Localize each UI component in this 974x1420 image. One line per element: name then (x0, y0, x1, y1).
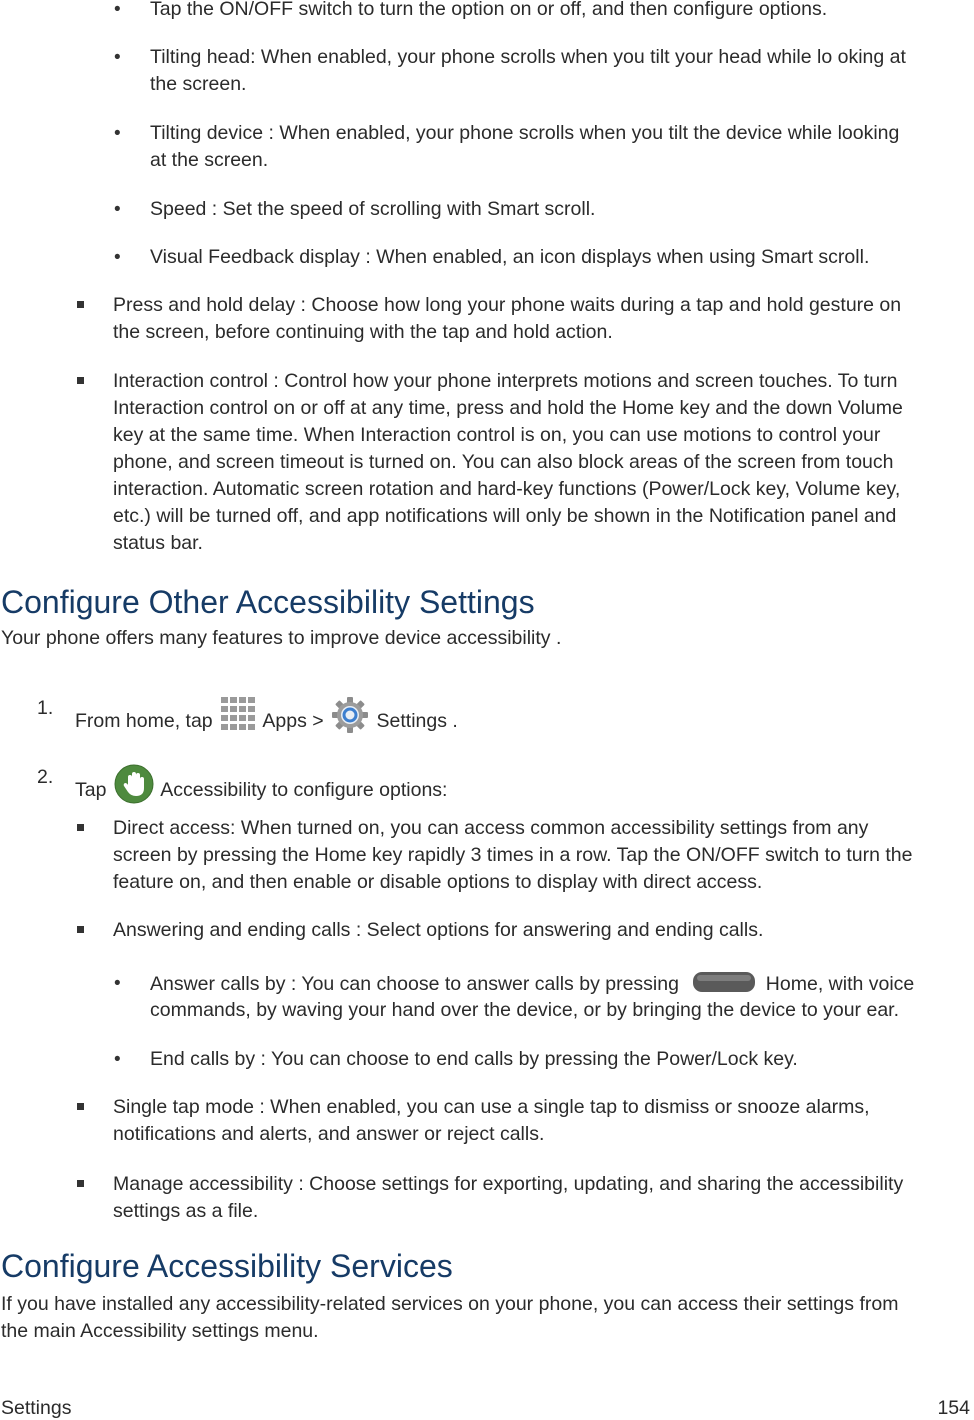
bullet-single-tap: notifications and alerts, and answer or reject calls. (113, 1123, 545, 1145)
sub-bullet-visual-feedback: Visual Feedback display : When enabled, an icon displays when using Smart scroll. (150, 246, 870, 268)
settings-label: Settings . (376, 710, 458, 732)
section-2-text: If you have installed any accessibility-related services on your phone, you can access their settings from (1, 1293, 899, 1315)
bullet-mark: • (114, 0, 121, 20)
bullet-interaction-control: Interaction control on or off at any time, press and hold the Home key and the down Volume (113, 397, 903, 419)
step-2-suffix: to configure options: (266, 779, 448, 801)
section-heading-services: Configure Accessibility Services (1, 1248, 453, 1284)
gear-icon (331, 695, 369, 735)
bullet-interaction-control: etc.) will be turned off, and app notifications will only be shown in the Notification panel and (113, 505, 897, 527)
sub-bullet-tilting-device: at the screen. (150, 149, 269, 171)
step-number: 2. (37, 766, 54, 788)
sub-bullet-on-off: Tap the ON/OFF switch to turn the option on or off, and then configure options. (150, 0, 828, 20)
section-intro: Your phone offers many features to improve device accessibility . (1, 627, 562, 649)
square-bullet-mark (77, 377, 84, 384)
bullet-single-tap: Single tap mode : When enabled, you can use a single tap to dismiss or snooze alarms, (113, 1096, 870, 1118)
footer-section-name: Settings (1, 1397, 72, 1419)
bullet-press-hold-delay: Press and hold delay : Choose how long your phone waits during a tap and hold gesture on (113, 294, 902, 316)
answer-calls-text: Answer calls by : You can choose to answer calls by pressing (150, 973, 679, 995)
sub-bullet-end-calls: End calls by : You can choose to end calls by pressing the Power/Lock key. (150, 1048, 798, 1070)
step-number: 1. (37, 697, 54, 719)
sub-bullet-speed: Speed : Set the speed of scrolling with Smart scroll. (150, 198, 596, 220)
sub-bullet-answer-calls (150, 970, 914, 998)
bullet-direct-access: feature on, and then enable or disable options to display with direct access. (113, 871, 763, 893)
sub-bullet-answer-calls: commands, by waving your hand over the device, or by bringing the device to your ear. (150, 999, 899, 1021)
bullet-mark: • (114, 247, 121, 268)
bullet-mark: • (114, 973, 121, 994)
bullet-mark: • (114, 123, 121, 144)
section-heading-other-settings: Configure Other Accessibility Settings (1, 584, 535, 620)
page-number: 154 (937, 1397, 970, 1419)
square-bullet-mark (77, 824, 84, 831)
bullet-manage-accessibility: Manage accessibility : Choose settings for exporting, updating, and sharing the accessibility (113, 1173, 904, 1195)
sub-bullet-tilting-device: Tilting device : When enabled, your phone scrolls when you tilt the device while looking (150, 122, 900, 144)
answer-calls-suffix: , with voice (817, 973, 915, 995)
square-bullet-mark (77, 1180, 84, 1187)
bullet-interaction-control: status bar. (113, 532, 203, 554)
separator: > (306, 710, 330, 732)
bullet-answering-ending: Answering and ending calls : Select options for answering and ending calls. (113, 919, 764, 941)
bullet-interaction-control: Interaction control : Control how your phone interprets motions and screen touches. To turn (113, 370, 898, 392)
step-1-text: From home, tap (75, 710, 213, 732)
home-label: Home (765, 973, 818, 995)
step-2 (75, 764, 447, 804)
square-bullet-mark (77, 1103, 84, 1110)
bullet-mark: • (114, 1049, 121, 1070)
bullet-press-hold-delay: the screen, before continuing with the tap and hold action. (113, 321, 613, 343)
bullet-interaction-control: interaction. Automatic screen rotation and hard-key functions (Power/Lock key, Volume key, (113, 478, 901, 500)
apps-label: Apps (262, 710, 307, 732)
square-bullet-mark (77, 926, 84, 933)
accessibility-hand-icon (114, 764, 154, 804)
apps-grid-icon (220, 695, 256, 735)
step-1 (75, 695, 458, 735)
square-bullet-mark (77, 301, 84, 308)
bullet-manage-accessibility: settings as a file. (113, 1200, 259, 1222)
bullet-mark: • (114, 199, 121, 220)
step-2-text: Tap (75, 779, 107, 801)
sub-bullet-tilting-head: Tilting head: When enabled, your phone scrolls when you tilt your head while lo oking at (150, 46, 906, 68)
bullet-direct-access: screen by pressing the Home key rapidly 3 times in a row. Tap the ON/OFF switch to turn the (113, 844, 913, 866)
sub-bullet-tilting-head: the screen. (150, 73, 247, 95)
bullet-interaction-control: key at the same time. When Interaction control is on, you can use motions to control your (113, 424, 881, 446)
section-2-text: the main Accessibility settings menu. (1, 1320, 319, 1342)
bullet-mark: • (114, 47, 121, 68)
accessibility-label: Accessibility (160, 779, 267, 801)
bullet-interaction-control: phone, and screen timeout is turned on. You can also block areas of the screen from touch (113, 451, 894, 473)
bullet-direct-access: Direct access: When turned on, you can access common accessibility settings from any (113, 817, 869, 839)
home-key-icon (692, 970, 756, 994)
